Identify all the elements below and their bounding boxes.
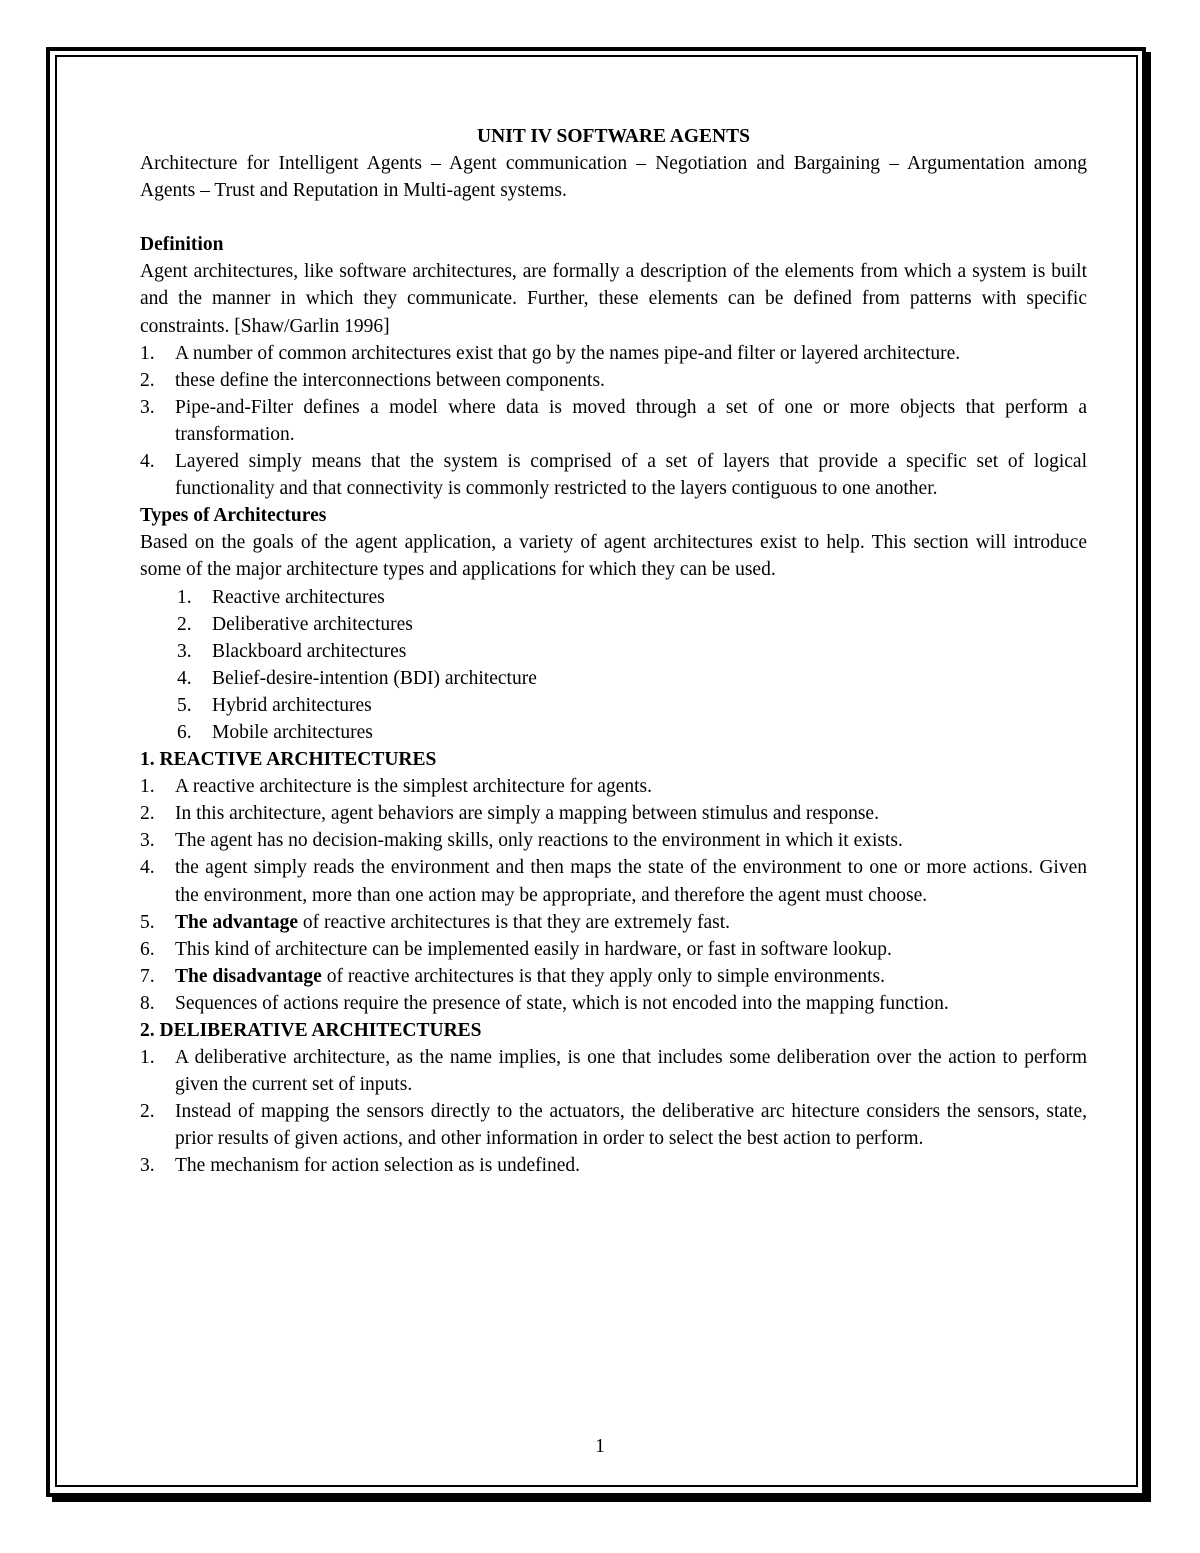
- list-number: 3.: [140, 1155, 155, 1177]
- list-text: Mobile architectures: [212, 721, 373, 743]
- page-title: UNIT IV SOFTWARE AGENTS: [477, 126, 750, 147]
- list-text: Sequences of actions require the presence of state, which is not encoded into the mapping function.: [175, 992, 949, 1014]
- list-number: 2.: [140, 1101, 155, 1123]
- list-number: 4.: [140, 451, 155, 473]
- list-bold-text: The disadvantage: [175, 965, 322, 987]
- list-item: [140, 692, 1087, 719]
- reactive-list: [140, 773, 1087, 1017]
- list-number: 6.: [140, 938, 155, 960]
- list-number: 4.: [177, 667, 192, 689]
- list-text: Deliberative architectures: [212, 613, 413, 635]
- list-item: [140, 638, 1087, 665]
- definition-list: [140, 340, 1087, 503]
- list-text: Layered simply means that the system is comprised of a set of layers that provide a specific set of logical functionality and that connectivity is commonly restricted to the layers contiguous to one another.: [175, 451, 1087, 500]
- list-bold-text: The advantage: [175, 911, 298, 933]
- list-text: The mechanism for action selection as is undefined.: [175, 1155, 581, 1177]
- list-text: The agent has no decision-making skills, only reactions to the environment in which it exists.: [175, 830, 903, 852]
- types-list: [140, 584, 1087, 747]
- page-number: 1: [595, 1436, 605, 1457]
- deliberative-heading: 2. DELIBERATIVE ARCHITECTURES: [140, 1020, 482, 1041]
- list-number: 8.: [140, 992, 155, 1014]
- list-item: [140, 394, 1087, 448]
- list-text: Reactive architectures: [212, 586, 385, 608]
- list-number: 3.: [140, 396, 155, 418]
- list-item: [140, 990, 1087, 1017]
- list-text: Hybrid architectures: [212, 694, 372, 716]
- list-number: 7.: [140, 965, 155, 987]
- list-text: the agent simply reads the environment and then maps the state of the environment to one or more actions. Given the environment, more than one action may be appropriate, and therefore the agent must choose.: [175, 857, 1087, 906]
- definition-heading: Definition: [140, 234, 224, 256]
- list-text: In this architecture, agent behaviors are simply a mapping between stimulus and response.: [175, 803, 879, 825]
- list-number: 1.: [140, 1047, 155, 1069]
- list-number: 5.: [140, 911, 155, 933]
- list-item: [140, 909, 1087, 936]
- reactive-heading: 1. REACTIVE ARCHITECTURES: [140, 749, 437, 771]
- list-text: Belief-desire-intention (BDI) architecture: [212, 667, 537, 689]
- definition-text: Agent architectures, like software architectures, are formally a description of the elements from which a system is built and the manner in which they communicate. Further, these elements can be defined from patterns with specific constraints. [Shaw/Garlin 1996]: [140, 261, 1087, 337]
- types-heading: Types of Architectures: [140, 505, 327, 527]
- page-border-shadow-right: [1146, 52, 1151, 1502]
- list-number: 4.: [140, 857, 155, 879]
- list-item: [140, 367, 1087, 394]
- list-text: Pipe-and-Filter defines a model where data is moved through a set of one or more objects that perform a transformation.: [175, 396, 1087, 445]
- list-text: Blackboard architectures: [212, 640, 407, 662]
- list-number: 2.: [177, 613, 192, 635]
- document-body: [140, 123, 1087, 1180]
- list-text: Instead of mapping the sensors directly to the actuators, the deliberative arc hitecture considers the sensors, state, prior results of given actions, and other information in order to select the best action to perform.: [175, 1101, 1087, 1150]
- syllabus-text: Architecture for Intelligent Agents – Agent communication – Negotiation and Bargaining – Argumentation among Agents – Trust and Reputation in Multi-agent systems.: [140, 153, 1087, 202]
- list-number: 5.: [177, 694, 192, 716]
- list-text: A deliberative architecture, as the name implies, is one that includes some deliberation over the action to perform given the current set of inputs.: [175, 1047, 1087, 1096]
- list-number: 2.: [140, 803, 155, 825]
- list-text: A reactive architecture is the simplest architecture for agents.: [175, 776, 652, 798]
- list-number: 3.: [140, 830, 155, 852]
- list-number: 6.: [177, 721, 192, 743]
- list-number: 2.: [140, 369, 155, 391]
- list-item: [140, 448, 1087, 502]
- list-text: these define the interconnections between components.: [175, 369, 605, 391]
- list-number: 1.: [140, 776, 155, 798]
- types-text: Based on the goals of the agent application, a variety of agent architectures exist to help. This section will introduce some of the major architecture types and applications for which they can be used.: [140, 532, 1087, 581]
- list-item: [140, 611, 1087, 638]
- list-text: of reactive architectures is that they are extremely fast.: [297, 911, 731, 933]
- list-item: [140, 340, 1087, 367]
- spacer: [140, 204, 1087, 231]
- list-text: A number of common architectures exist that go by the names pipe-and filter or layered architecture.: [175, 342, 961, 364]
- list-item: [140, 1044, 1087, 1098]
- list-item: [140, 800, 1087, 827]
- list-text: This kind of architecture can be implemented easily in hardware, or fast in software lookup.: [175, 938, 892, 960]
- list-item: [140, 936, 1087, 963]
- deliberative-list: [140, 1044, 1087, 1179]
- list-item: [140, 827, 1087, 854]
- list-item: [140, 1152, 1087, 1179]
- list-item: [140, 854, 1087, 908]
- list-number: 1.: [140, 342, 155, 364]
- list-number: 1.: [177, 586, 192, 608]
- list-item: [140, 719, 1087, 746]
- list-item: [140, 665, 1087, 692]
- list-item: [140, 1098, 1087, 1152]
- list-item: [140, 584, 1087, 611]
- list-number: 3.: [177, 640, 192, 662]
- list-item: [140, 963, 1087, 990]
- list-text: of reactive architectures is that they apply only to simple environments.: [321, 965, 885, 987]
- page-border-shadow-bottom: [52, 1497, 1151, 1502]
- list-item: [140, 773, 1087, 800]
